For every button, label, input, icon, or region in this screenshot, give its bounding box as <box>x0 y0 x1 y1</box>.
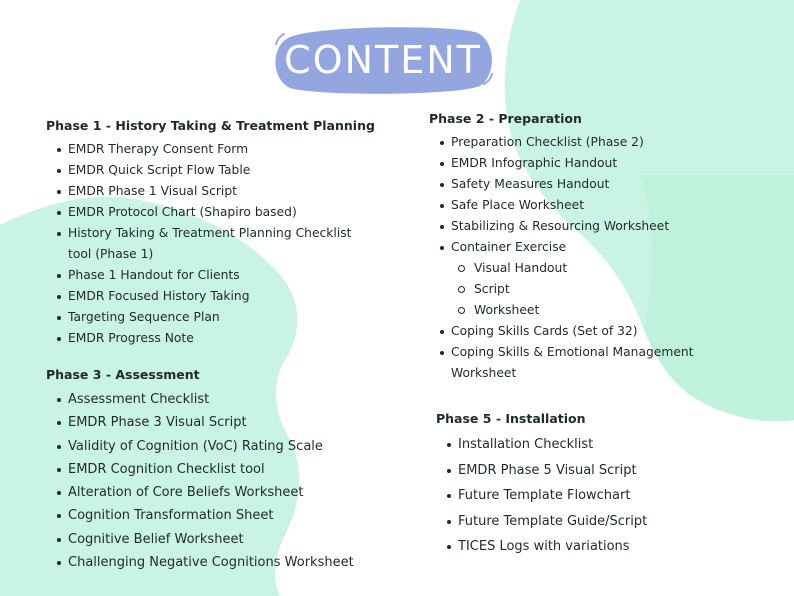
sub-list-item: Worksheet <box>429 300 749 321</box>
list-item: EMDR Progress Note <box>46 328 386 349</box>
list-item: Cognition Transformation Sheet <box>46 504 386 527</box>
list-item: Assessment Checklist <box>46 388 386 411</box>
phase3-heading: Phase 3 - Assessment <box>46 367 200 382</box>
list-item: Safety Measures Handout <box>429 174 749 195</box>
list-item: Targeting Sequence Plan <box>46 307 386 328</box>
list-item: History Taking & Treatment Planning Checklist tool (Phase 1) <box>46 223 358 265</box>
list-item: Future Template Flowchart <box>436 483 756 509</box>
phase1-list <box>46 139 386 349</box>
list-item: Installation Checklist <box>436 432 756 458</box>
list-item: Stabilizing & Resourcing Worksheet <box>429 216 749 237</box>
list-item: EMDR Phase 1 Visual Script <box>46 181 386 202</box>
sub-list-item: Script <box>429 279 749 300</box>
list-item: EMDR Phase 5 Visual Script <box>436 458 756 484</box>
list-item: Cognitive Belief Worksheet <box>46 528 386 551</box>
list-item: EMDR Infographic Handout <box>429 153 749 174</box>
list-item: EMDR Cognition Checklist tool <box>46 458 386 481</box>
list-item: Safe Place Worksheet <box>429 195 749 216</box>
page-title: CONTENT <box>284 38 482 82</box>
phase5-list <box>436 432 756 560</box>
list-item: EMDR Protocol Chart (Shapiro based) <box>46 202 386 223</box>
phase5-section <box>436 411 756 560</box>
phase1-heading: Phase 1 - History Taking & Treatment Planning <box>46 118 375 133</box>
sub-list-item: Visual Handout <box>429 258 749 279</box>
title-banner <box>270 24 496 96</box>
list-item: Coping Skills Cards (Set of 32) <box>429 321 749 342</box>
list-item: EMDR Therapy Consent Form <box>46 139 386 160</box>
phase2-list <box>429 132 749 384</box>
list-item: EMDR Focused History Taking <box>46 286 386 307</box>
list-item: Challenging Negative Cognitions Worksheet <box>46 551 386 574</box>
phase1-section <box>46 118 386 349</box>
phase3-section <box>46 367 386 574</box>
list-item: Future Template Guide/Script <box>436 509 756 535</box>
list-item: Validity of Cognition (VoC) Rating Scale <box>46 435 386 458</box>
list-item: TICES Logs with variations <box>436 534 756 560</box>
phase5-heading: Phase 5 - Installation <box>436 411 586 426</box>
list-item: Container Exercise <box>429 237 749 258</box>
phase2-section <box>429 111 749 384</box>
phase2-heading: Phase 2 - Preparation <box>429 111 582 126</box>
list-item: Alteration of Core Beliefs Worksheet <box>46 481 386 504</box>
phase3-list <box>46 388 386 574</box>
list-item: Phase 1 Handout for Clients <box>46 265 386 286</box>
list-item: EMDR Phase 3 Visual Script <box>46 411 386 434</box>
list-item: EMDR Quick Script Flow Table <box>46 160 386 181</box>
list-item: Coping Skills & Emotional Management Worksheet <box>429 342 721 384</box>
list-item: Preparation Checklist (Phase 2) <box>429 132 749 153</box>
